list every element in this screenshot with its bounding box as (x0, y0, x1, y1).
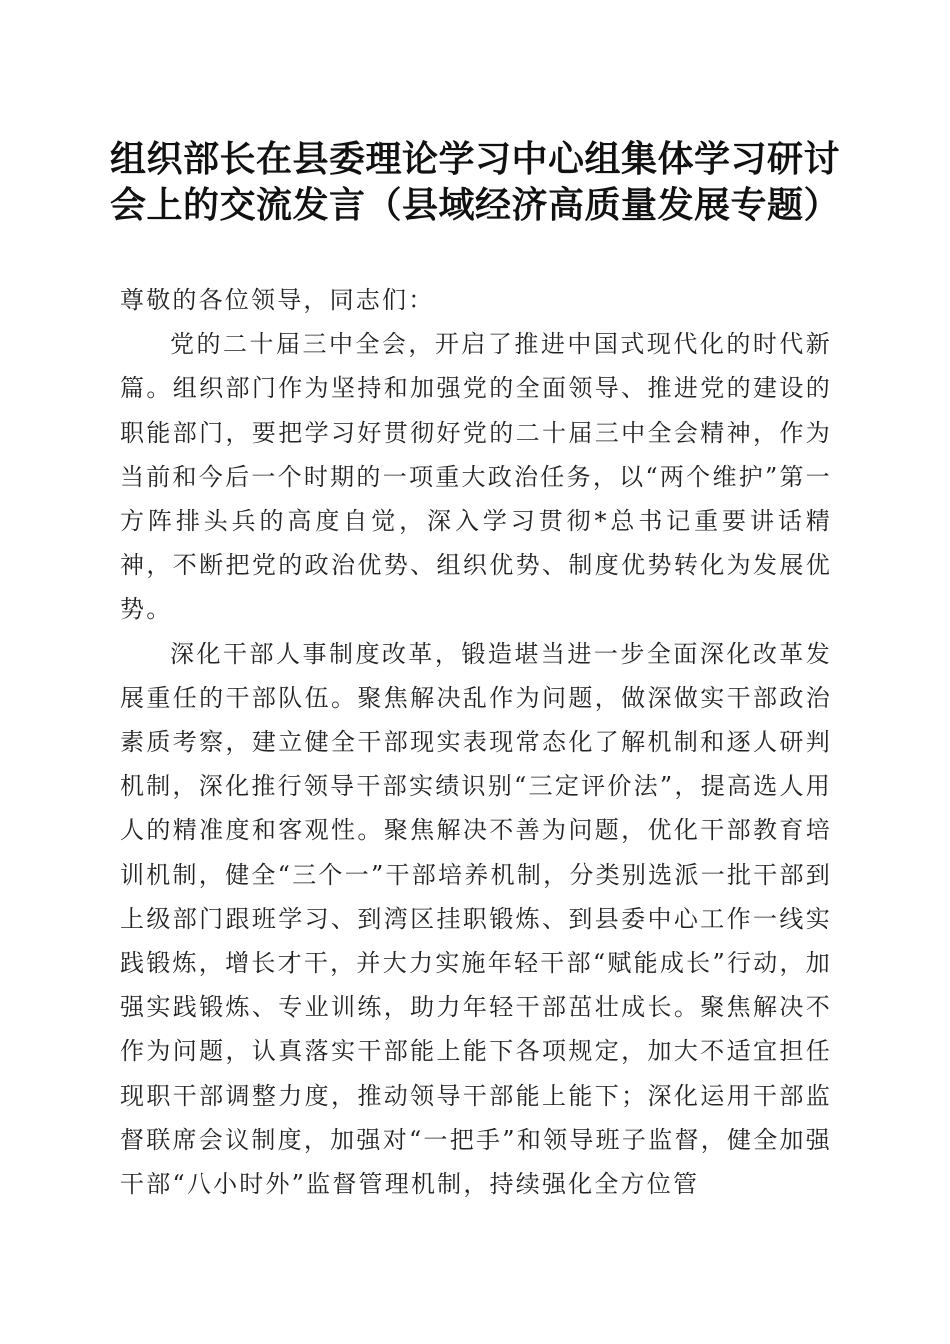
title-line-2: 会上的交流发言（县域经济高质量发展专题） (109, 184, 840, 226)
salutation: 尊敬的各位领导，同志们： (120, 286, 435, 314)
document-body (120, 278, 832, 1206)
title-line-1: 组织部长在县委理论学习中心组集体学习研讨 (109, 138, 840, 180)
paragraph-2: 深化干部人事制度改革，锻造堪当进一步全面深化改革发展重任的干部队伍。聚焦解决乱作为问题，做深做实干部政治素质考察，建立健全干部现实表现常态化了解机制和逐人研判机制，深化推行领导干部实绩识别“三定评价法”，提高选人用人的精准度和客观性。聚焦解决不善为问题，优化干部教育培训机制，健全“三个一”干部培养机制，分类别选派一批干部到上级部门跟班学习、到湾区挂职锻炼、到县委中心工作一线实践锻炼，增长才干，并大力实施年轻干部“赋能成长”行动，加强实践锻炼、专业训练，助力年轻干部茁壮成长。聚焦解决不作为问题，认真落实干部能上能下各项规定，加大不适宜担任现职干部调整力度，推动领导干部能上能下；深化运用干部监督联席会议制度，加强对“一把手”和领导班子监督，健全加强干部“八小时外”监督管理机制，持续强化全方位管 (120, 639, 832, 1199)
paragraph-1: 党的二十届三中全会，开启了推进中国式现代化的时代新篇。组织部门作为坚持和加强党的全面领导、推进党的建设的职能部门，要把学习好贯彻好党的二十届三中全会精神，作为当前和今后一个时期的一项重大政治任务，以“两个维护”第一方阵排头兵的高度自觉，深入学习贯彻*总书记重要讲话精神，不断把党的政治优势、组织优势、制度优势转化为发展优势。 (120, 330, 832, 624)
document-title (100, 136, 850, 228)
